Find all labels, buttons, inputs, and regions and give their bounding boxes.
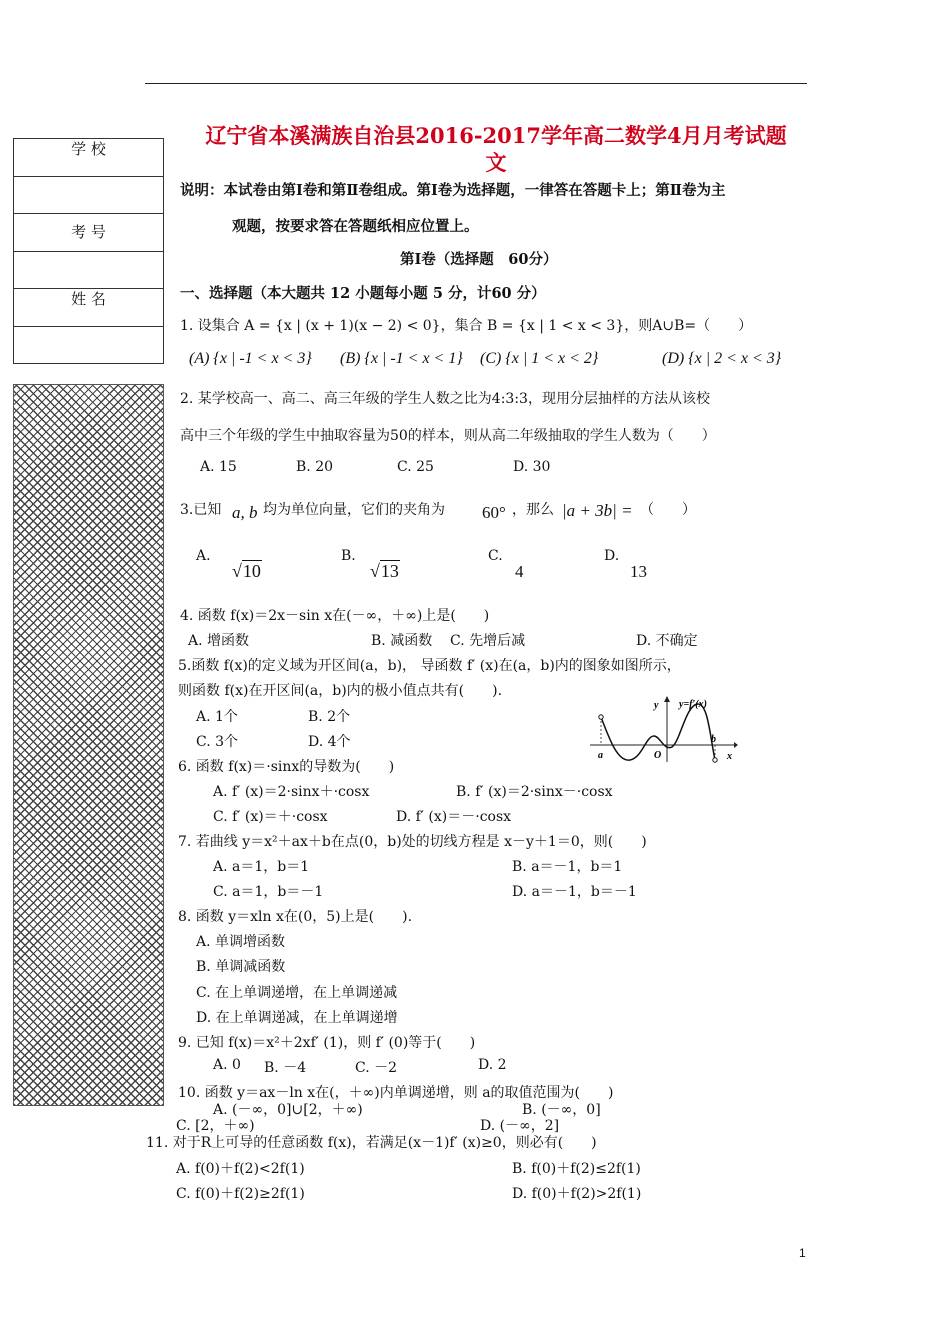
q3-expression: |a + 3b| =: [562, 501, 633, 520]
page-number: 1: [799, 1246, 806, 1260]
graph-curve-label: y=f′(x): [679, 699, 707, 710]
q5-derivative-graph: [588, 696, 738, 766]
q5-option-a: A. 1个: [196, 709, 238, 725]
q8-option-b: B. 单调减函数: [196, 959, 286, 975]
q9-option-c: C. －2: [355, 1060, 398, 1076]
q11-stem: 11. 对于R上可导的任意函数 f(x)，若满足(x－1)f′ (x)≥0，则必有( ): [146, 1135, 597, 1151]
q7-option-d: D. a＝－1，b＝－1: [512, 884, 637, 900]
top-rule: [145, 83, 807, 84]
q4-option-a: A. 增函数: [188, 633, 250, 649]
q7-stem: 7. 若曲线 y＝x²＋ax＋b在点(0，b)处的切线方程是 x－y＋1＝0，则( ): [178, 834, 647, 850]
instructions-line-2: 观题，按要求答在答题纸相应位置上。: [232, 218, 479, 235]
q1-option-d: (D) {x | 2 < x < 3}: [662, 350, 782, 367]
q10-option-c: C. [2，＋∞): [176, 1118, 255, 1134]
graph-y-label: y: [654, 700, 659, 711]
q11-option-d: D. f(0)＋f(2)>2f(1): [512, 1186, 642, 1202]
q8-option-d: D. 在上单调递减，在上单调递增: [196, 1010, 398, 1026]
q9-option-a: A. 0: [213, 1057, 241, 1073]
q5-line-2: 则函数 f(x)在开区间(a，b)内的极小值点共有( ).: [178, 683, 503, 699]
q11-option-a: A. f(0)＋f(2)<2f(1): [176, 1161, 305, 1177]
q3-paren: （ ）: [640, 502, 696, 518]
page-title: [190, 122, 802, 176]
q3-option-b-label: B.: [341, 548, 356, 564]
q5-option-c: C. 3个: [196, 734, 239, 750]
q9-option-d: D. 2: [478, 1057, 507, 1073]
q2-line-2: 高中三个年级的学生中抽取容量为50的样本，则从高二年级抽取的学生人数为（ ）: [180, 428, 716, 444]
sealing-line-hatch: [13, 384, 164, 1106]
q2-option-b: B. 20: [296, 459, 334, 475]
school-label: 学 校: [14, 139, 163, 177]
q2-option-d: D. 30: [513, 459, 551, 475]
q7-option-a: A. a＝1，b＝1: [213, 859, 310, 875]
q6-option-c: C. f′ (x)＝＋·cosx: [213, 809, 328, 825]
q2-option-c: C. 25: [397, 459, 434, 475]
q11-option-c: C. f(0)＋f(2)≥2f(1): [176, 1186, 305, 1202]
q1-option-c: (C) {x | 1 < x < 2}: [480, 350, 599, 367]
q3-option-c-label: C.: [488, 548, 503, 564]
q3-stem-mid: 均为单位向量，它们的夹角为: [263, 502, 445, 518]
q11-option-b: B. f(0)＋f(2)≤2f(1): [512, 1161, 641, 1177]
q1-option-a: (A) {x | -1 < x < 3}: [189, 350, 312, 367]
q6-option-d: D. f′ (x)＝－·cosx: [396, 809, 512, 825]
q10-stem: 10. 函数 y＝ax－ln x在(，＋∞)内单调递增，则 a的取值范围为( ): [178, 1085, 614, 1101]
q4-option-d: D. 不确定: [636, 633, 698, 649]
q3-option-c-value: 4: [515, 562, 524, 581]
name-field: [14, 327, 163, 365]
title-line-1: 辽宁省本溪满族自治县2016-2017学年高二数学4月月考试题: [205, 123, 787, 148]
title-line-2: 文: [485, 150, 507, 175]
q3-option-a-radicand: 10: [242, 561, 261, 581]
q7-option-b: B. a＝－1，b＝1: [512, 859, 623, 875]
exam-number-label: 考 号: [14, 214, 163, 252]
q1-stem: 1. 设集合 A = {x | (x + 1)(x − 2) < 0}，集合 B = {x | 1 < x < 3}，则A∪B=（ ）: [180, 318, 753, 334]
graph-y-arrow: [664, 696, 670, 702]
q5-line-1: 5.函数 f(x)的定义域为开区间(a，b)， 导函数 f′ (x)在(a，b)内的图象如图所示，: [178, 658, 681, 674]
part1-heading: 第Ⅰ卷（选择题 60分）: [400, 251, 558, 268]
section1-heading: 一、选择题（本大题共 12 小题每小题 5 分，计60 分）: [180, 285, 546, 302]
q3-option-a-value: √10: [232, 561, 261, 581]
q6-stem: 6. 函数 f(x)＝·sinx的导数为( ): [178, 759, 395, 775]
q10-option-d: D. (－∞，2]: [480, 1118, 560, 1134]
q9-option-b: B. －4: [264, 1060, 307, 1076]
q4-stem: 4. 函数 f(x)＝2x－sin x在(－∞，＋∞)上是( ): [180, 608, 490, 624]
graph-x-arrow: [734, 742, 738, 748]
graph-a-label: a: [598, 750, 603, 761]
q1-option-b: (B) {x | -1 < x < 1}: [340, 350, 463, 367]
q8-stem: 8. 函数 y＝xln x在(0，5)上是( ).: [178, 909, 413, 925]
q3-option-d-label: D.: [604, 548, 620, 564]
graph-open-point-b: [713, 758, 717, 762]
q3-angle: 60°: [482, 503, 506, 522]
q3-option-a-label: A.: [196, 548, 211, 564]
q3-option-b-value: √13: [370, 561, 399, 581]
exam-number-field: [14, 252, 163, 290]
q2-line-1: 2. 某学校高一、高二、高三年级的学生人数之比为4:3:3，现用分层抽样的方法从该校: [180, 391, 710, 407]
q8-option-c: C. 在上单调递增，在上单调递减: [196, 985, 398, 1001]
q10-option-a: A. (－∞，0]∪[2，＋∞): [213, 1102, 363, 1118]
q5-option-d: D. 4个: [308, 734, 351, 750]
q3-stem-post: ，那么: [512, 502, 554, 518]
q4-option-b: B. 减函数: [371, 633, 433, 649]
q6-option-b: B. f′ (x)＝2·sinx－·cosx: [456, 784, 613, 800]
q3-option-b-radicand: 13: [380, 561, 399, 581]
graph-b-label: b: [711, 734, 716, 745]
q5-option-b: B. 2个: [308, 709, 351, 725]
graph-x-label: x: [727, 751, 732, 762]
q9-stem: 9. 已知 f(x)＝x²＋2xf′ (1)，则 f′ (0)等于( ): [178, 1035, 476, 1051]
instructions-line-1: 说明：本试卷由第Ⅰ卷和第Ⅱ卷组成。第Ⅰ卷为选择题，一律答在答题卡上；第Ⅱ卷为主: [180, 182, 726, 199]
name-label: 姓 名: [14, 289, 163, 327]
graph-open-point-a: [599, 715, 603, 719]
q10-option-b: B. (－∞，0]: [522, 1102, 601, 1118]
q2-option-a: A. 15: [200, 459, 237, 475]
school-field: [14, 177, 163, 215]
q3-option-d-value: 13: [630, 562, 647, 581]
graph-origin-label: O: [654, 750, 662, 761]
q8-option-a: A. 单调增函数: [196, 934, 286, 950]
q7-option-c: C. a＝1，b＝－1: [213, 884, 324, 900]
q6-option-a: A. f′ (x)＝2·sinx＋·cosx: [213, 784, 370, 800]
q3-stem-pre: 3.已知: [180, 502, 222, 518]
student-info-box: [13, 138, 164, 364]
q4-option-c: C. 先增后减: [450, 633, 526, 649]
q3-vars: a, b: [232, 503, 258, 522]
